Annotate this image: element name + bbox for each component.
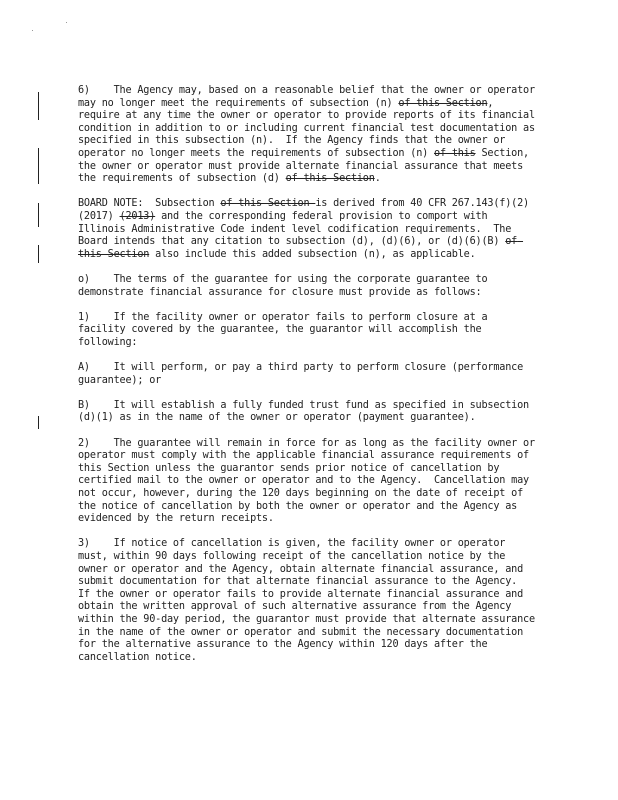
board-note	[78, 198, 540, 261]
struck-text: of this	[434, 147, 476, 159]
text-segment: A) It will perform, or pay a third party to perform closure (performance guarantee); or	[78, 362, 529, 386]
text-segment: 3) If notice of cancellation is given, the facility owner or operator must, within 90 days following receipt of the cancellation notice by the owner or operator and the Agency, obtain alternate financial assurance, and submit documentation for that alternate financial assurance to the Agency. If the owner or operator fails to provide alternate financial assurance and obtain the written approval of such alternative assurance from the Agency within the 90-day period, the guarantor must provide that alternate assurance in the name of the owner or operator and submit the necessary documentation for the alternative assurance to the Agency within 120 days after the cancellation notice.	[78, 538, 541, 663]
scan-speck	[66, 22, 67, 23]
struck-text: (2013)	[119, 210, 156, 222]
change-bar	[38, 416, 39, 429]
text-segment: Section, the owner or operator must provide alternate financial assurance that meets the requirements of subsection (d)	[78, 147, 535, 185]
text-segment: B) It will establish a fully funded trust fund as specified in subsection (d)(1) as in the name of the owner or operator (payment guarantee).	[78, 399, 535, 424]
paragraph-o	[78, 274, 540, 299]
document-body	[78, 85, 540, 677]
struck-text: of this Section	[78, 236, 524, 260]
text-segment: o) The terms of the guarantee for using the corporate guarantee to demonstrate financial assurance for closure must provide as follows:	[78, 273, 494, 298]
paragraph-o1	[78, 312, 540, 350]
text-segment: .	[374, 173, 381, 185]
text-segment: is derived from 40 CFR 267.143(f)(2) (2017)	[78, 198, 535, 222]
change-bar	[38, 92, 39, 120]
scan-speck	[32, 30, 33, 31]
change-bar	[38, 148, 39, 184]
struck-text: of this Section	[285, 173, 375, 185]
text-segment: 2) The guarantee will remain in force for as long as the facility owner or operator must comply with the applicable financial assurance requirements of this Section unless the guarantor sends prior notice of cancellation by certified mail to the owner or operator and to the Agency. Cancellation may not occur, however, during the 120 days beginning on the date of receipt of the notice of cancellation by both the owner or operator and the Agency as evidenced by the return receipts.	[78, 437, 541, 525]
text-segment: , require at any time the owner or operator to provide reports of its financial condition in addition to or including current financial test documentation as specified in this subsection (n). If the Agency finds that the owner or operator no longer meets the requirements of subsection (n)	[78, 97, 541, 159]
paragraph-o2	[78, 438, 540, 526]
paragraph-o3	[78, 538, 540, 664]
text-segment: and the corresponding federal provision to comport with Illinois Administrative Code indent level codification requirements. The Board intends that any citation to subsection (d), (d)(6), or (d)(6)(B)	[78, 210, 518, 248]
change-bar	[38, 245, 39, 263]
change-bar	[38, 203, 39, 227]
paragraph-oB	[78, 400, 540, 425]
paragraph-oA	[78, 362, 540, 387]
paragraph-6	[78, 85, 540, 186]
text-segment: also include this added subsection (n), as applicable.	[149, 248, 476, 260]
text-segment: BOARD NOTE: Subsection	[78, 198, 221, 210]
text-segment: 1) If the facility owner or operator fails to perform closure at a facility covered by the guarantee, the guarantor will accomplish the following:	[78, 311, 494, 348]
text-segment: 6) The Agency may, based on a reasonable belief that the owner or operator may no longer meet the requirements of subsection (n)	[78, 85, 541, 109]
struck-text: of this Section	[220, 198, 316, 210]
struck-text: of this Section	[398, 97, 488, 109]
